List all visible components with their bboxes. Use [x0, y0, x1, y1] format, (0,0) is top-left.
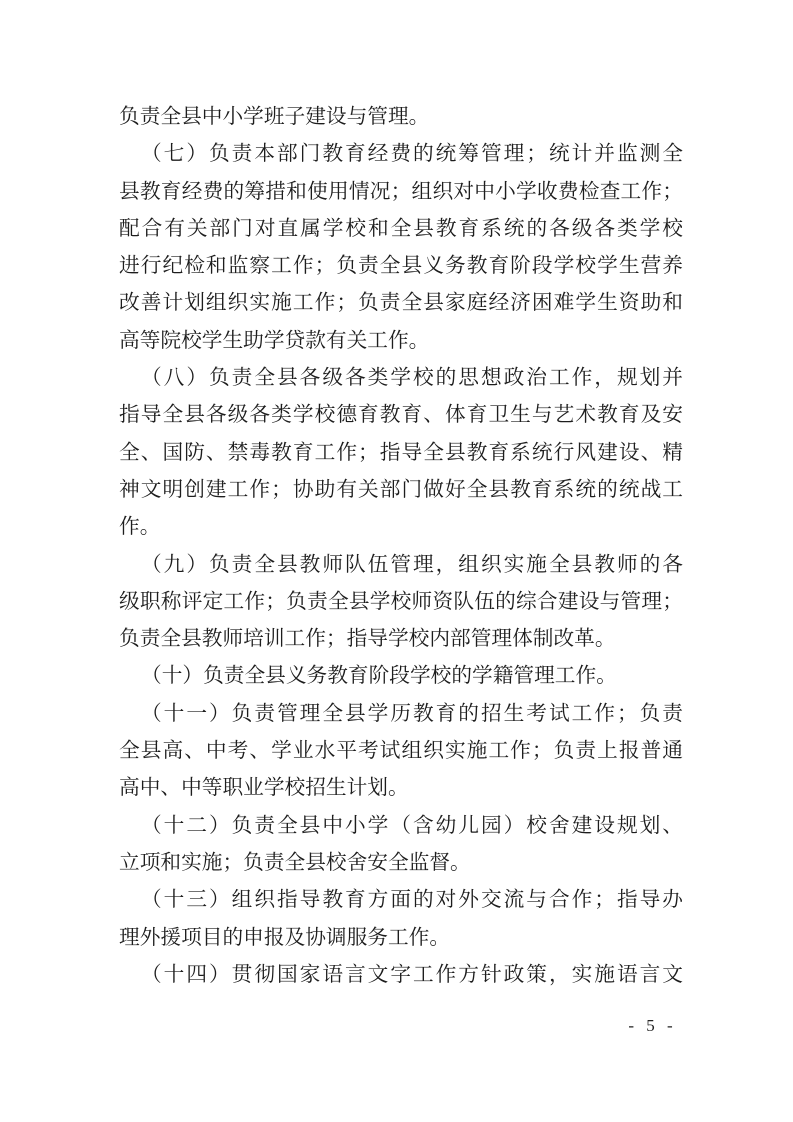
text-line: 负责全县教师培训工作；指导学校内部管理体制改革。 [119, 628, 616, 651]
text-line: 神文明创建工作；协助有关部门做好全县教育系统的统战工 [119, 478, 683, 501]
text-line: 指导全县各级各类学校德育教育、体育卫生与艺术教育及安 [119, 404, 683, 427]
paragraph [119, 99, 683, 136]
text-line: （八）负责全县各级各类学校的思想政治工作，规划并 [141, 367, 683, 390]
text-line: 理外援项目的申报及协调服务工作。 [119, 926, 451, 949]
text-line: 全县高、中考、学业水平考试组织实施工作；负责上报普通 [119, 740, 683, 763]
paragraph [119, 808, 683, 883]
text-line: （九）负责全县教师队伍管理，组织实施全县教师的各 [141, 553, 683, 576]
text-line: 全、国防、禁毒教育工作；指导全县教育系统行风建设、精 [119, 441, 683, 464]
paragraph [119, 696, 683, 808]
text-line: （十一）负责管理全县学历教育的招生考试工作；负责 [141, 702, 683, 725]
text-line: 高等院校学生助学贷款有关工作。 [119, 329, 430, 352]
paragraph [119, 658, 683, 695]
text-line: 县教育经费的筹措和使用情况；组织对中小学收费检查工作； [119, 180, 683, 203]
text-line: （七）负责本部门教育经费的统筹管理；统计并监测全 [141, 143, 683, 166]
text-line: 级职称评定工作；负责全县学校师资队伍的综合建设与管理； [119, 590, 683, 613]
text-line: 进行纪检和监察工作；负责全县义务教育阶段学校学生营养 [119, 255, 683, 278]
text-line: 高中、中等职业学校招生计划。 [119, 777, 409, 800]
text-line: （十二）负责全县中小学（含幼儿园）校舍建设规划、 [141, 814, 683, 837]
paragraph [119, 957, 683, 994]
paragraph [119, 547, 683, 659]
text-line: （十四）贯彻国家语言文字工作方针政策，实施语言文 [141, 963, 683, 986]
paragraph [119, 136, 683, 360]
text-line: （十三）组织指导教育方面的对外交流与合作；指导办 [141, 889, 683, 912]
text-line: 改善计划组织实施工作；负责全县家庭经济困难学生资助和 [119, 292, 683, 315]
paragraph [119, 360, 683, 546]
text-line: 立项和实施；负责全县校舍安全监督。 [119, 851, 471, 874]
text-line: 配合有关部门对直属学校和全县教育系统的各级各类学校 [119, 217, 683, 240]
paragraph [119, 882, 683, 957]
document-body [119, 99, 683, 994]
page-number: - 5 - [628, 1016, 676, 1035]
text-line: （十）负责全县义务教育阶段学校的学籍管理工作。 [141, 665, 617, 688]
text-line: 负责全县中小学班子建设与管理。 [119, 106, 430, 128]
text-line: 作。 [119, 516, 161, 539]
